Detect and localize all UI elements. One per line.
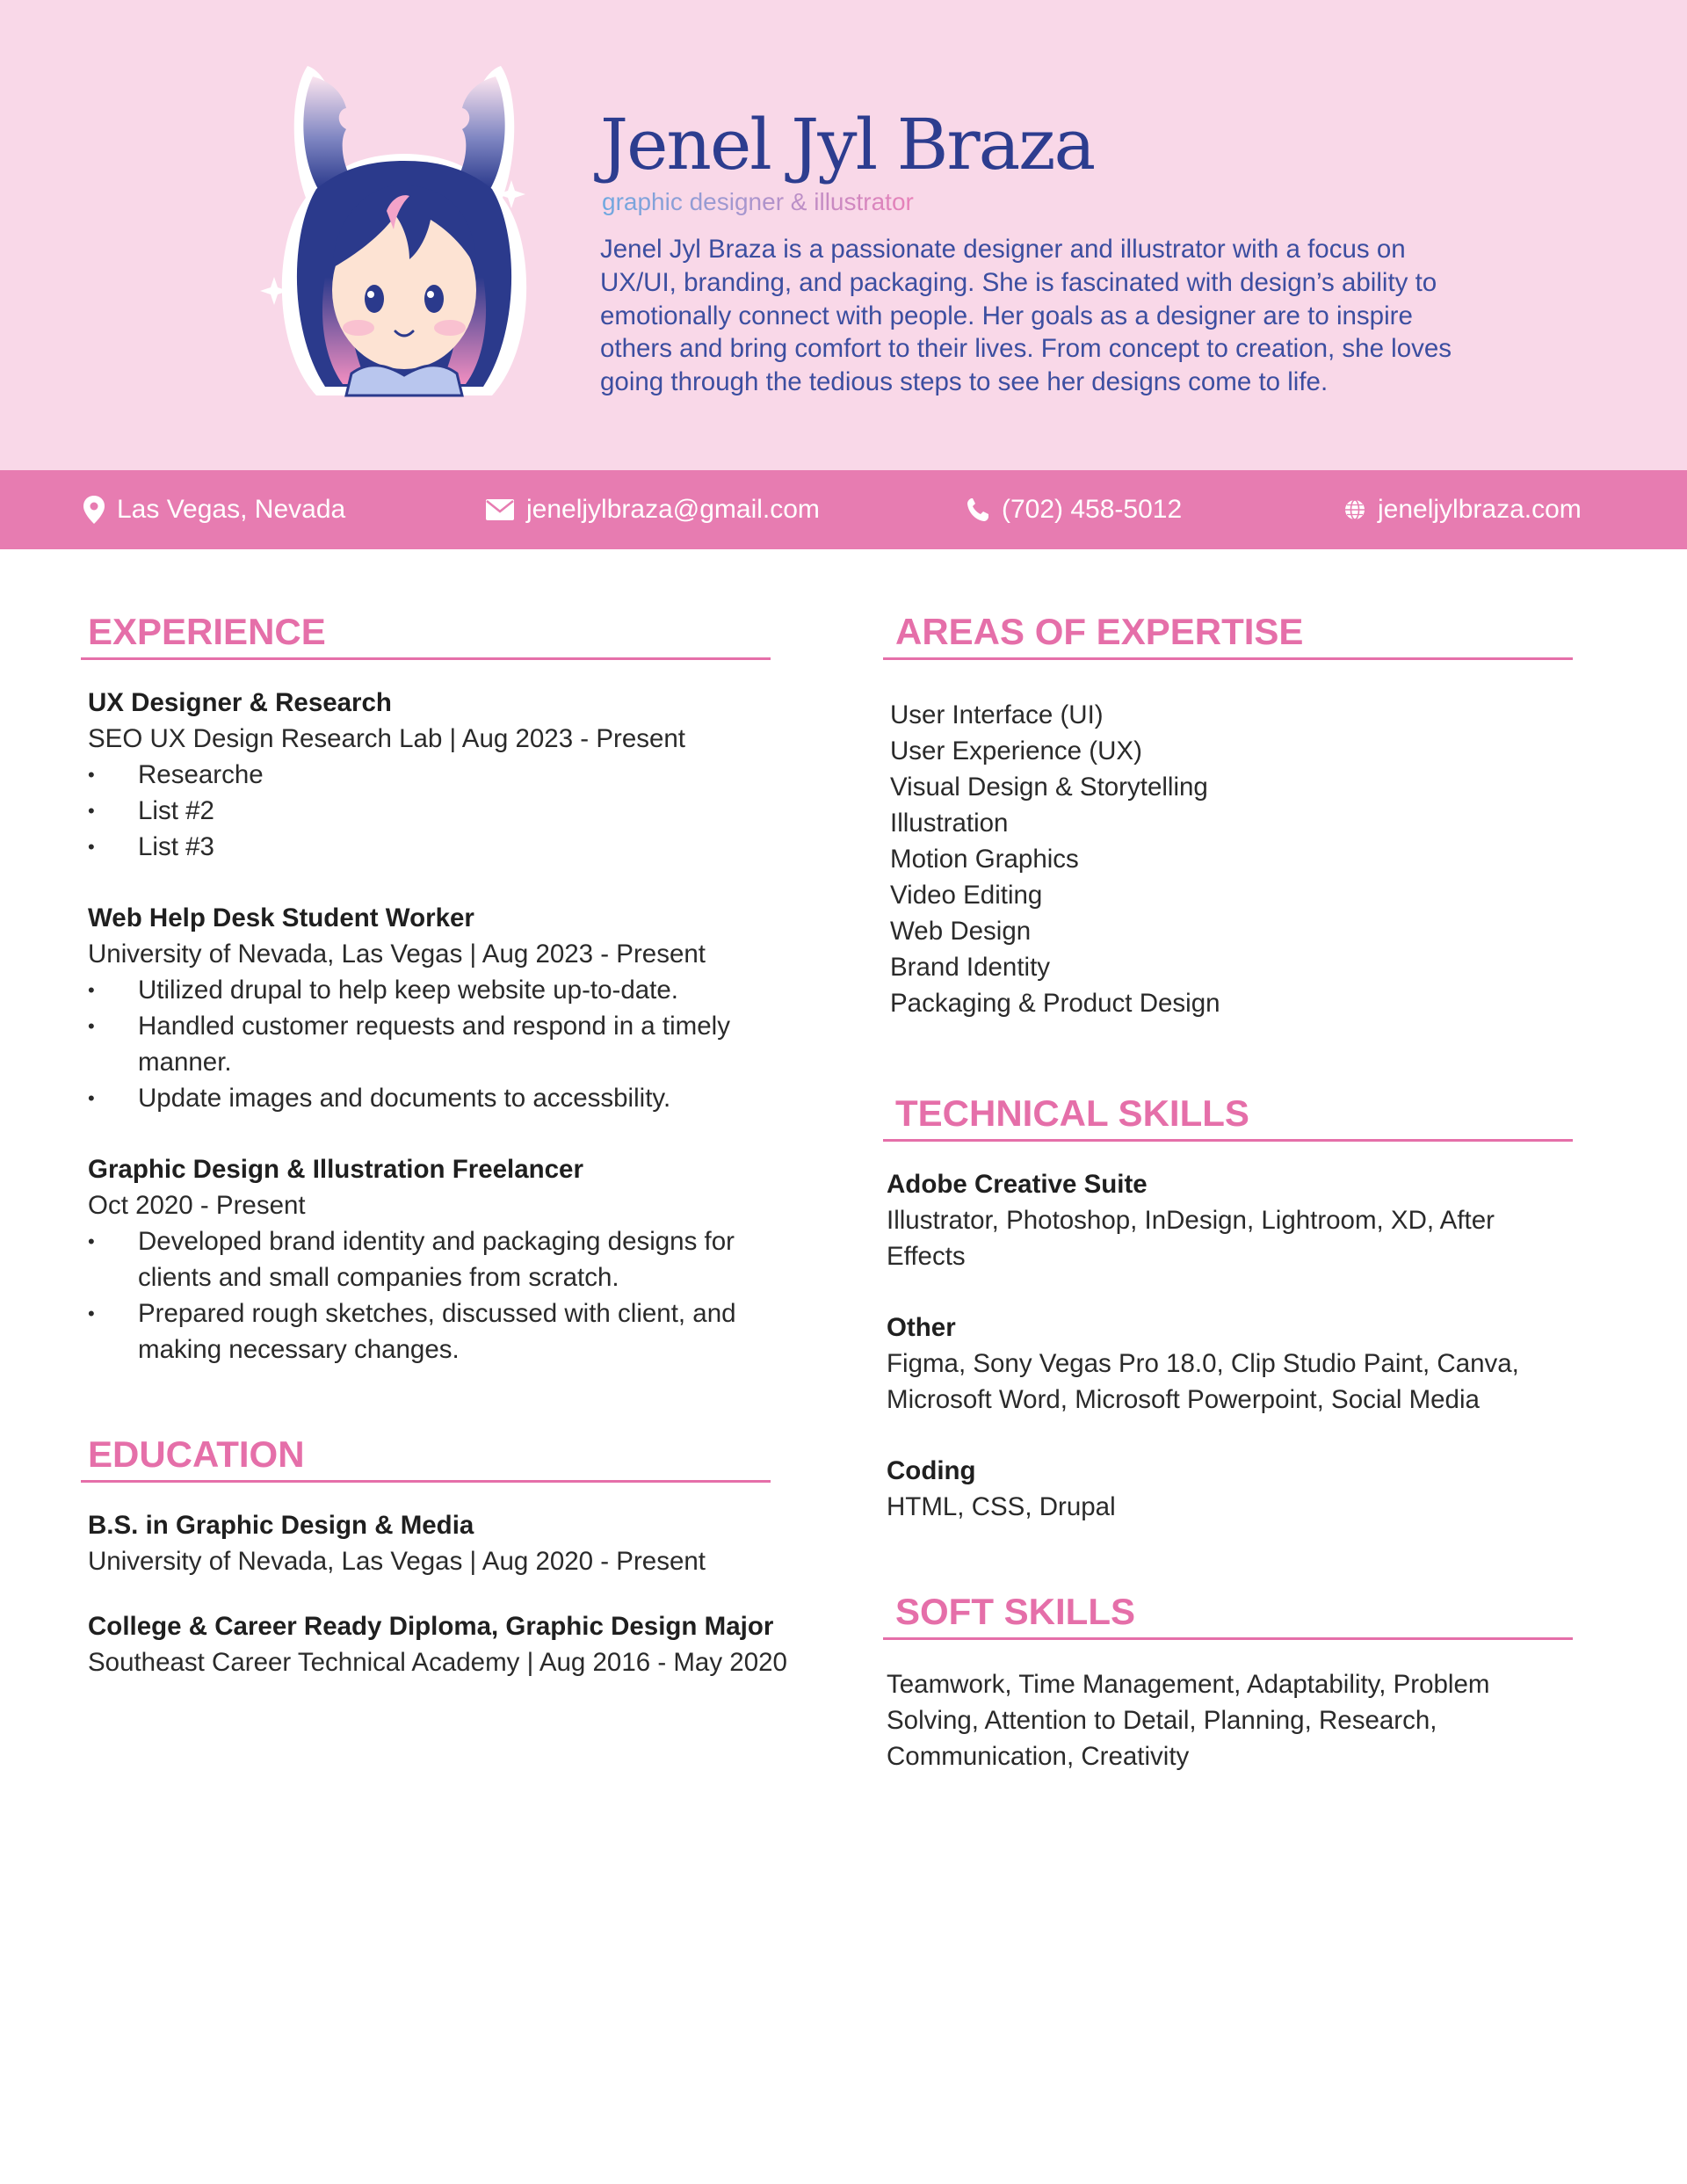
expertise-section	[883, 606, 1573, 1021]
skill-group	[883, 1310, 1519, 1418]
list-item: Motion Graphics	[890, 845, 1079, 874]
skill-group-name: Coding	[887, 1456, 976, 1485]
list-item: Illustration	[890, 809, 1009, 838]
technical-skills-heading: TECHNICAL SKILLS	[895, 1092, 1249, 1134]
job-role: Graphic Design & Illustration Freelancer	[88, 1155, 583, 1184]
school-name: University of Nevada, Las Vegas | Aug 2020 - Present	[88, 1547, 706, 1576]
list-item: Brand Identity	[890, 953, 1051, 982]
list-item: • Handled customer requests and respond in a timely manner.	[88, 1008, 771, 1080]
avatar	[255, 57, 554, 409]
list-item: • Prepared rough sketches, discussed with client, and making necessary changes.	[88, 1295, 738, 1368]
list-item: • Developed brand identity and packaging designs for clients and small companies from scratch.	[88, 1223, 738, 1295]
list-item: • List #3	[88, 829, 771, 865]
list-item: User Interface (UI)	[890, 700, 1104, 729]
expertise-list	[883, 697, 1573, 1021]
skill-group-text: HTML, CSS, Drupal	[887, 1492, 1116, 1521]
experience-heading: EXPERIENCE	[88, 611, 326, 652]
list-item: • List #2	[88, 793, 771, 829]
header-banner	[0, 0, 1687, 470]
avatar-illustration-icon	[255, 57, 554, 409]
list-item: • Researche	[88, 757, 771, 793]
school-name: Southeast Career Technical Academy | Aug 2016 - May 2020	[88, 1648, 787, 1677]
degree-name: B.S. in Graphic Design & Media	[88, 1511, 474, 1540]
soft-skills-heading: SOFT SKILLS	[895, 1591, 1135, 1632]
job-entry	[81, 1151, 738, 1368]
education-heading: EDUCATION	[88, 1433, 305, 1475]
bio-paragraph: Jenel Jyl Braza is a passionate designer and illustrator with a focus on UX/UI, branding, and packaging. She is fascinated with design’s ability to emotionally connect with people. Her goals as a designer are to inspire others and bring comfort to their lives. From concept to creation, she loves going through the tedious steps to see her designs come to life.	[600, 235, 1452, 397]
contact-location	[83, 470, 345, 549]
job-bullets	[88, 1223, 738, 1368]
email-link[interactable]: jeneljylbraza@gmail.com	[526, 495, 820, 524]
soft-skills-section	[883, 1586, 1573, 1774]
section-divider	[883, 1139, 1573, 1142]
education-section	[81, 1429, 787, 1680]
list-item: Packaging & Product Design	[890, 989, 1220, 1018]
list-item: • Update images and documents to accessbility.	[88, 1080, 771, 1116]
left-column	[81, 606, 787, 1680]
globe-icon	[1344, 499, 1365, 520]
section-divider	[883, 1637, 1573, 1640]
job-entry	[81, 685, 771, 865]
list-item: Visual Design & Storytelling	[890, 773, 1208, 802]
contact-email[interactable]	[486, 470, 820, 549]
experience-section	[81, 606, 771, 1368]
soft-skills-text: Teamwork, Time Management, Adaptability, Problem Solving, Attention to Detail, Planning, Research, Communication, Creativity	[887, 1670, 1490, 1771]
location-pin-icon	[83, 496, 105, 524]
job-role: Web Help Desk Student Worker	[88, 903, 474, 932]
page-title: Jenel Jyl Braza	[600, 104, 1095, 185]
website-link[interactable]: jeneljylbraza.com	[1378, 495, 1582, 524]
contact-website[interactable]	[1344, 470, 1582, 549]
list-item: Web Design	[890, 917, 1032, 946]
list-item: User Experience (UX)	[890, 736, 1142, 765]
education-entry	[81, 1608, 787, 1680]
section-divider	[81, 657, 771, 660]
skill-group-name: Other	[887, 1313, 956, 1342]
expertise-heading: AREAS OF EXPERTISE	[895, 611, 1304, 652]
job-entry	[81, 900, 771, 1116]
mail-icon	[486, 499, 514, 520]
phone-icon	[967, 497, 989, 522]
job-subtitle: graphic designer & illustrator	[602, 186, 914, 218]
skill-group-text: Illustrator, Photoshop, InDesign, Lightroom, XD, After Effects	[887, 1206, 1495, 1271]
job-org: University of Nevada, Las Vegas | Aug 2023 - Present	[88, 940, 706, 969]
degree-name: College & Career Ready Diploma, Graphic Design Major	[88, 1612, 774, 1641]
education-entry	[81, 1507, 771, 1579]
skill-group	[883, 1453, 1573, 1525]
contact-phone[interactable]	[967, 470, 1182, 549]
skill-group-text: Figma, Sony Vegas Pro 18.0, Clip Studio Paint, Canva, Microsoft Word, Microsoft Powerpoint, Social Media	[887, 1349, 1519, 1414]
location-text: Las Vegas, Nevada	[117, 495, 346, 524]
skill-group	[883, 1166, 1573, 1274]
job-role: UX Designer & Research	[88, 688, 392, 717]
right-column	[883, 606, 1573, 1774]
technical-skills-section	[883, 1088, 1573, 1525]
section-divider	[883, 657, 1573, 660]
job-org: SEO UX Design Research Lab | Aug 2023 - Present	[88, 724, 685, 753]
section-divider	[81, 1480, 771, 1483]
job-org: Oct 2020 - Present	[88, 1191, 306, 1220]
list-item: • Utilized drupal to help keep website up-to-date.	[88, 972, 771, 1008]
contact-bar	[0, 470, 1687, 549]
list-item: Video Editing	[890, 881, 1043, 910]
skill-group-name: Adobe Creative Suite	[887, 1170, 1148, 1199]
job-bullets	[88, 757, 771, 865]
job-bullets	[88, 972, 771, 1116]
phone-text[interactable]: (702) 458-5012	[1002, 495, 1183, 524]
